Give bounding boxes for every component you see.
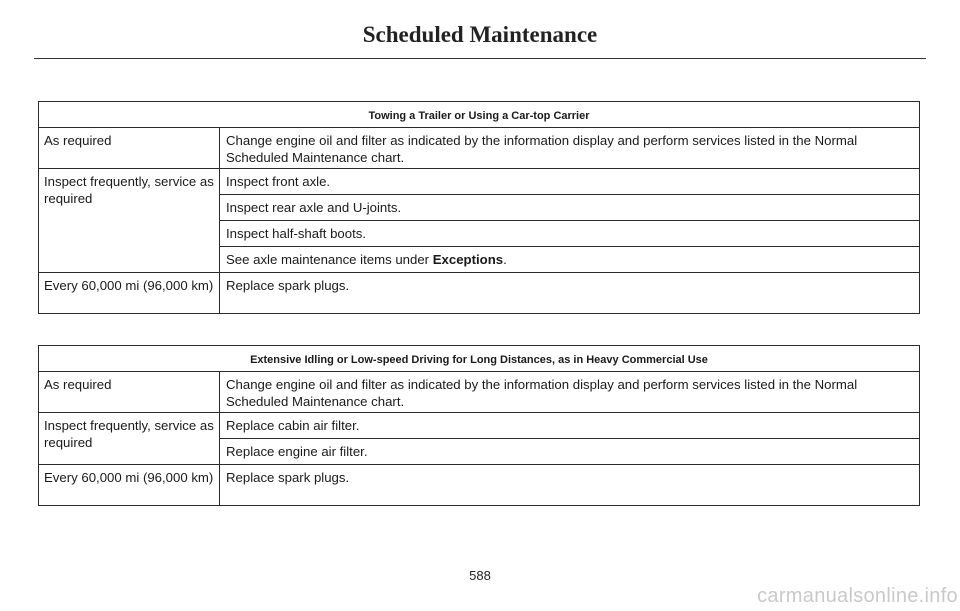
watermark: carmanualsonline.info: [757, 585, 958, 607]
interval-cell: Inspect frequently, service as required: [39, 413, 220, 465]
service-cell: Replace spark plugs.: [220, 273, 920, 314]
table-row: [39, 128, 920, 169]
table-row: [39, 413, 920, 439]
interval-cell: Inspect frequently, service as required: [39, 169, 220, 273]
title-divider: [34, 58, 926, 59]
service-cell: Inspect front axle.: [220, 169, 920, 195]
table-row: [39, 465, 920, 506]
table-header-row: [39, 346, 920, 372]
interval-cell: As required: [39, 372, 220, 413]
exceptions-reference: Exceptions: [432, 252, 504, 267]
page-title: Scheduled Maintenance: [362, 22, 598, 47]
service-cell: Inspect half-shaft boots.: [220, 221, 920, 247]
service-cell: Change engine oil and filter as indicated by the information display and perform services listed in the Normal Scheduled Maintenance chart.: [220, 372, 920, 413]
table-title: Extensive Idling or Low-speed Driving for Long Distances, as in Heavy Commercial Use: [39, 346, 920, 372]
table-row: [39, 273, 920, 314]
service-cell: Change engine oil and filter as indicated by the information display and perform services listed in the Normal Scheduled Maintenance chart.: [220, 128, 920, 169]
service-cell: Inspect rear axle and U-joints.: [220, 195, 920, 221]
towing-maintenance-table: [38, 101, 920, 314]
idling-maintenance-table: [38, 345, 920, 506]
service-cell: [220, 247, 920, 273]
table-row: [39, 372, 920, 413]
interval-cell: Every 60,000 mi (96,000 km): [39, 465, 220, 506]
service-text: See axle maintenance items under: [226, 252, 433, 267]
service-cell: Replace cabin air filter.: [220, 413, 920, 439]
service-cell: Replace spark plugs.: [220, 465, 920, 506]
interval-cell: As required: [39, 128, 220, 169]
table-row: [39, 169, 920, 195]
table-title: Towing a Trailer or Using a Car-top Carrier: [39, 102, 920, 128]
interval-cell: Every 60,000 mi (96,000 km): [39, 273, 220, 314]
service-text: .: [503, 252, 507, 267]
page-number: 588: [469, 568, 491, 583]
service-cell: Replace engine air filter.: [220, 439, 920, 465]
table-header-row: [39, 102, 920, 128]
